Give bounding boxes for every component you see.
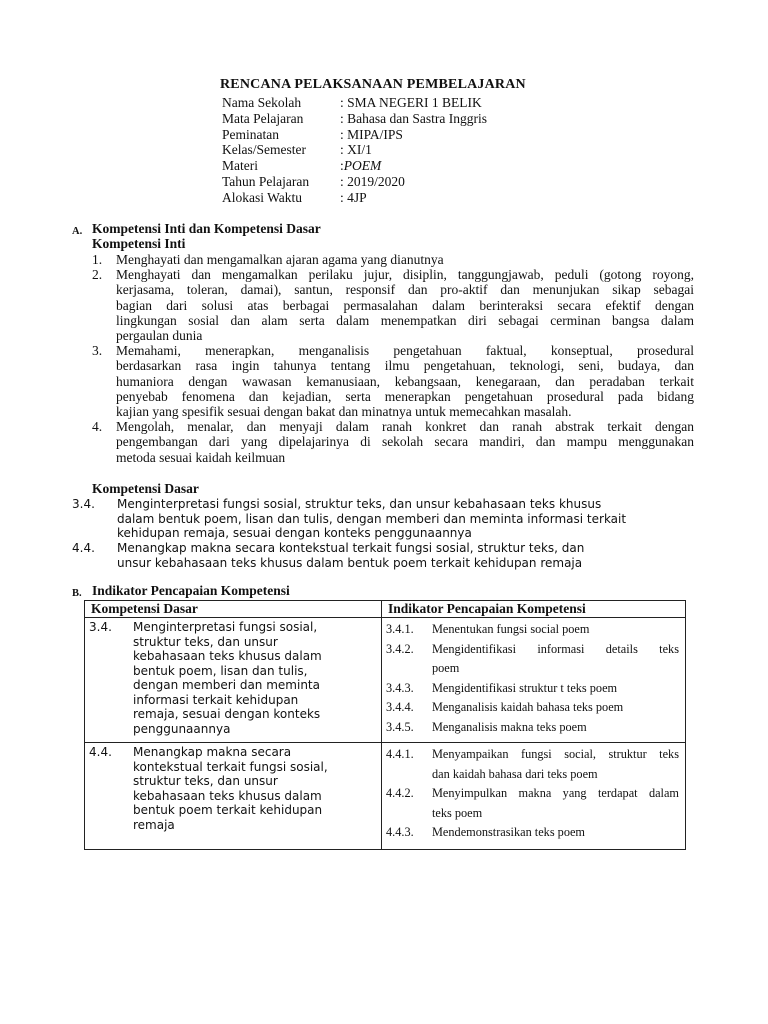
kd-item (72, 541, 692, 570)
kd-cell-line: dengan memberi dan meminta (133, 678, 320, 692)
kd-heading: Kompetensi Dasar (92, 481, 199, 496)
identity-value: : MIPA/IPS (340, 126, 403, 142)
indicator-number: 4.4.3. (386, 825, 414, 840)
ki-line: berdasarkan rasa ingin tahunya tentang ilmu pengetahuan, teknologi, seni, budaya, dan (116, 358, 694, 374)
ki-list (92, 252, 694, 465)
kd-cell-line: kebahasaan teks khusus dalam (133, 788, 322, 803)
indicator-item (386, 698, 679, 718)
table-row (85, 618, 686, 743)
kd-cell-line: bentuk poem terkait kehidupan (133, 803, 323, 817)
indicator-item (386, 718, 679, 738)
kd-cell-text (89, 745, 377, 832)
ki-heading: Kompetensi Inti (92, 236, 186, 251)
indicator-number: 3.4.2. (386, 641, 414, 656)
indicator-number: 4.4.1. (386, 747, 414, 761)
indicator-number: 4.4.2. (386, 786, 414, 801)
table-header-row (85, 601, 686, 618)
indicator-text: Menganalisis kaidah bahasa teks poem (432, 700, 624, 715)
ki-number: 2. (92, 267, 103, 283)
kd-cell (85, 618, 382, 743)
identity-key: Peminatan (222, 126, 279, 142)
kd-cell-line: bentuk poem, lisan dan tulis, (133, 663, 308, 678)
identity-value: : 2019/2020 (340, 173, 405, 189)
indicator-text: Menyimpulkan makna yang terdapat dalam (432, 786, 679, 801)
column-header: Indikator Pencapaian Kompetensi (382, 601, 686, 618)
indicator-text: dan kaidah bahasa dari teks poem (432, 766, 598, 781)
kd-line: Menangkap makna secara kontekstual terkait fungsi sosial, struktur teks, dan (117, 541, 585, 556)
kd-cell-number: 3.4. (89, 620, 112, 634)
kd-number: 3.4. (72, 497, 95, 511)
indicator-text: Mengidentifikasi informasi details teks (432, 641, 679, 656)
ki-line: humaniora dengan wawasan kemanusiaan, kebangsaan, kenegaraan, dan peradaban terkait (116, 373, 694, 389)
identity-value: : XI/1 (340, 142, 372, 158)
indicator-number: 3.4.4. (386, 700, 414, 715)
indicator-item (386, 745, 679, 784)
indicator-text: teks poem (432, 805, 483, 820)
page-title: RENCANA PELAKSANAAN PEMBELAJARAN (220, 77, 526, 92)
indicator-text: Menyampaikan fungsi social, struktur teks (432, 747, 679, 761)
kd-cell-text (89, 620, 377, 736)
identity-value-italic: POEM (343, 158, 382, 174)
section-a-heading: Kompetensi Inti dan Kompetensi Dasar (92, 221, 321, 236)
ki-line: Mengolah, menalar, dan menyaji dalam ranah konkret dan ranah abstrak terkait dengan (116, 419, 694, 435)
indicator-number: 3.4.5. (386, 719, 414, 734)
ki-line: kajian yang spesifik sesuai dengan bakat dan minatnya untuk memecahkan masalah. (116, 404, 572, 420)
identity-key: Nama Sekolah (222, 95, 302, 110)
kd-list (72, 497, 692, 571)
kd-cell-line: informasi terkait kehidupan (133, 692, 299, 707)
indicator-text: Mendemonstrasikan teks poem (432, 825, 585, 840)
indicator-item (386, 823, 679, 843)
ki-line: metoda sesuai kaidah keilmuan (116, 449, 286, 465)
kd-line: dalam bentuk poem, lisan dan tulis, dengan memberi dan meminta informasi terkait (117, 511, 627, 526)
ki-item (92, 267, 694, 343)
identity-key: Materi (222, 158, 258, 174)
ki-item (92, 343, 694, 419)
identity-value: : SMA NEGERI 1 BELIK (340, 95, 482, 110)
identity-row (222, 158, 487, 174)
ki-line: kerjasama, toleran, damai), santun, responsif dan pro-aktif dan menunjukan sikap sebagai (116, 282, 694, 298)
kd-cell-line: Menangkap makna secara (133, 745, 292, 759)
kd-cell-line: struktur teks, dan unsur (133, 774, 278, 788)
identity-row (222, 142, 487, 158)
indicator-item (386, 620, 679, 640)
indicator-text: Menentukan fungsi social poem (432, 622, 590, 636)
indicator-number: 3.4.3. (386, 680, 414, 695)
indicator-text: Mengidentifikasi struktur t teks poem (432, 680, 618, 695)
identity-row (222, 127, 487, 143)
kd-cell-line: remaja, sesuai dengan konteks (133, 707, 321, 721)
identity-row (222, 95, 487, 111)
ki-line: penyebab fenomena dan kejadian, serta menerapkan pengetahuan prosedural pada bidang (116, 388, 694, 404)
kd-line: Menginterpretasi fungsi sosial, struktur teks, dan unsur kebahasaan teks khusus (117, 497, 602, 511)
ki-number: 1. (92, 252, 103, 267)
ki-line: Menghayati dan mengamalkan perilaku jujur, disiplin, tanggungjawab, peduli (gotong royong, (116, 267, 694, 283)
identity-key: Kelas/Semester (222, 142, 306, 158)
kd-cell-line: remaja (133, 817, 175, 832)
identity-table (222, 95, 487, 206)
ki-number: 4. (92, 419, 103, 435)
identity-row (222, 174, 487, 190)
ki-item (92, 419, 694, 465)
kd-cell-line: penggunaannya (133, 721, 231, 736)
ki-number: 3. (92, 343, 103, 359)
section-a-letter: A. (72, 226, 83, 237)
identity-row (222, 190, 487, 206)
ki-line: lingkungan sosial dan alam serta dalam menempatkan diri sebagai cerminan bangsa dalam (116, 312, 694, 328)
identity-key: Alokasi Waktu (222, 189, 303, 205)
kd-line: unsur kebahasaan teks khusus dalam bentuk poem terkait kehidupan remaja (117, 555, 583, 570)
section-b-heading: Indikator Pencapaian Kompetensi (92, 583, 290, 598)
ki-line: Memahami, menerapkan, menganalisis pengetahuan faktual, konseptual, prosedural (116, 343, 694, 359)
kd-line: kehidupan remaja, sesuai dengan konteks penggunaannya (117, 526, 472, 541)
kd-number: 4.4. (72, 541, 95, 556)
ki-line: bagian dari solusi atas berbagai permasalahan dalam berinteraksi secara efektif dengan (116, 297, 694, 313)
identity-key: Mata Pelajaran (222, 110, 304, 126)
identity-key: Tahun Pelajaran (222, 173, 310, 189)
indicator-cell (382, 618, 686, 743)
indicator-text: Menganalisis makna teks poem (432, 719, 587, 734)
kd-cell-number: 4.4. (89, 745, 112, 759)
kd-cell-line: struktur teks, dan unsur (133, 634, 278, 649)
identity-row (222, 111, 487, 127)
ki-line: pergaulan dunia (116, 328, 203, 344)
table-row (85, 743, 686, 850)
indicator-cell (382, 743, 686, 850)
indicator-number: 3.4.1. (386, 622, 414, 636)
indicator-item (386, 784, 679, 823)
column-header: Kompetensi Dasar (85, 601, 382, 618)
ki-line: Menghayati dan mengamalkan ajaran agama yang dianutnya (116, 252, 444, 267)
identity-value: : (340, 158, 344, 174)
indicator-item (386, 640, 679, 679)
ki-item (92, 252, 694, 267)
ki-line: pengembangan dari yang dipelajarinya di sekolah secara mandiri, dan mampu menggunakan (116, 434, 694, 450)
indicator-table (84, 600, 686, 850)
indicator-text: poem (432, 661, 460, 676)
kd-cell-line: Menginterpretasi fungsi sosial, (133, 620, 318, 634)
indicator-item (386, 679, 679, 699)
kd-cell (85, 743, 382, 850)
kd-item (72, 497, 692, 541)
section-b-letter: B. (72, 588, 82, 599)
identity-value: : Bahasa dan Sastra Inggris (340, 110, 487, 126)
kd-cell-line: kontekstual terkait fungsi sosial, (133, 759, 328, 774)
identity-value: : 4JP (340, 189, 367, 205)
kd-cell-line: kebahasaan teks khusus dalam (133, 649, 322, 663)
